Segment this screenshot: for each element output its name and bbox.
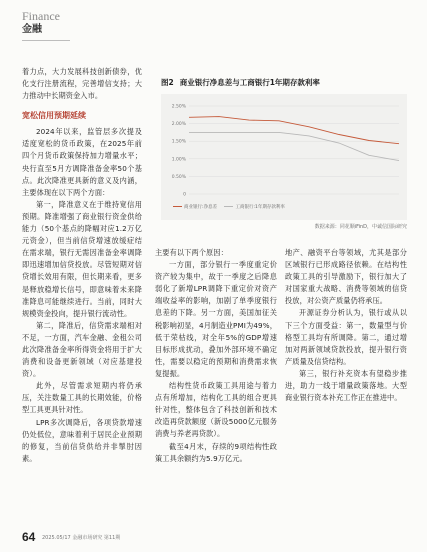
y-tick-label: 0.50% (171, 174, 186, 180)
figure-source: 数据来源：同花顺iFinD，中诚信国际研究 (314, 224, 407, 230)
intro-paragraph: 着力点，大力发展科技创新债券，优化支行注册流程，完善增信支持；大力推动中长期资金入市。 (22, 67, 142, 101)
page-footer (22, 530, 407, 544)
y-tick-label: 2.00% (171, 122, 186, 128)
chart (161, 94, 407, 220)
legend-item (224, 205, 284, 210)
chart-legend (173, 204, 405, 210)
line-chart (161, 94, 407, 220)
legend-label: 工商银行:1年期存款利率 (235, 205, 285, 210)
y-tick-label: 2.50% (171, 104, 186, 110)
legend-item (173, 205, 217, 210)
section-title-en: Finance (22, 9, 60, 23)
y-tick-label: 1.00% (171, 157, 186, 163)
middle-paragraph: 截至4月末，存续的9项结构性政策工具余额约为5.9万亿元。 (155, 441, 277, 463)
left-paragraph: 第二，降准后，信贷需求端相对不足，一方面，汽车金融、金租公司此次降准备金率所得资金将用于扩大消费和设备更新领域（对应基建投资）。 (22, 320, 142, 379)
legend-label: 商业银行:净息差 (184, 205, 218, 210)
y-tick-label: 1.50% (171, 139, 186, 145)
series-line-1 (189, 132, 399, 160)
series-line-0 (189, 117, 399, 144)
middle-paragraph: 结构性货币政策工具用途与着力点有所增加，结构化工具的组合更具针对性，整体包含了科技创新和技术改造再贷款额度（新设5000亿元服务消费与养老再贷款）。 (155, 381, 277, 439)
right-paragraph: 地产、融资平台等领域，尤其是部分区域银行已形成路径依赖。在结构性政策工具的引导激励下，银行加大了对国家重大战略、消费等领域的信贷投放，对公资产质量仍将承压。 (285, 248, 407, 306)
left-paragraph: 此外，尽管需求短期内将仍承压，关注数量工具的长期效能，价格型工具更具针对性。 (22, 381, 142, 415)
section-heading: 宽松信用预期延续 (22, 111, 86, 121)
left-paragraph: 2024年以来，监管层多次提及适度宽松的货币政策，在2025年前四个月货币政策保持加力增量水平；央行直至5月方调降准备金率50个基点。此次降准更具新的意义及内涵，主要体现在以下两个方面： (22, 127, 142, 197)
middle-column (155, 247, 277, 465)
figure-title (161, 78, 407, 88)
left-paragraph: 第一，降准意义在于维持宽信用预期。降准增强了商业银行资金供给能力（50个基点的降幅对应1.2万亿元资金），但当前信贷增速放缓症结在需求端，银行无需因准备金率调降即迅速增加信贷投放。尽管短期对信贷增长效用有限，但长期来看，更多是释放稳增长信号，即意味着未来降准降息可能继续进行。当前，同时大规模资金投向，提升银行流动性。 (22, 199, 142, 318)
right-paragraph: 开源证券分析认为，银行或从以下三个方面受益：第一，数量型与价格型工具均有所调降。第二，通过增加对两新领域贷款投放，提升银行资产质量及信贷结构。 (285, 308, 407, 366)
section-header (22, 10, 60, 36)
y-tick-label: 0 (183, 192, 186, 198)
middle-paragraph: 一方面，部分银行一季度重定价资产较为集中，故于一季度之后降息弱化了新增LPR调降下重定价对资产端收益率的影响，加剧了单季度银行息差的下降。另一方面，美国加征关税影响初显，4月制造业PMI为49%，低于荣枯线，对全年5%的GDP增速目标形成扰动，叠加外部环境不确定性，需要以稳定的预期和消费需求恢复提振。 (155, 260, 277, 378)
page-number: 64 (22, 530, 36, 544)
issue-info: 2025.05/17 金融市场研究 第11期 (42, 535, 121, 541)
section-title-zh: 金融 (22, 24, 42, 35)
header-divider (22, 40, 70, 41)
middle-paragraph: 主要有以下两个原因： (155, 248, 228, 257)
left-column (22, 66, 142, 465)
left-paragraph: LPR多次调降后，各项贷款增速仍处低位，意味着利于居民企业预期的修复，当前信贷供给并非掣肘因素。 (22, 417, 142, 463)
figure-caption: 商业银行净息差与工商银行1年期存款利率 (179, 78, 320, 87)
figure-number: 图2 (161, 78, 174, 87)
right-paragraph: 第三，银行补充资本有望稳步推进，助力一线于增量政策落地。大型商业银行资本补充工作正在推进中。 (285, 368, 407, 403)
figure (161, 78, 407, 230)
right-column (285, 247, 407, 404)
